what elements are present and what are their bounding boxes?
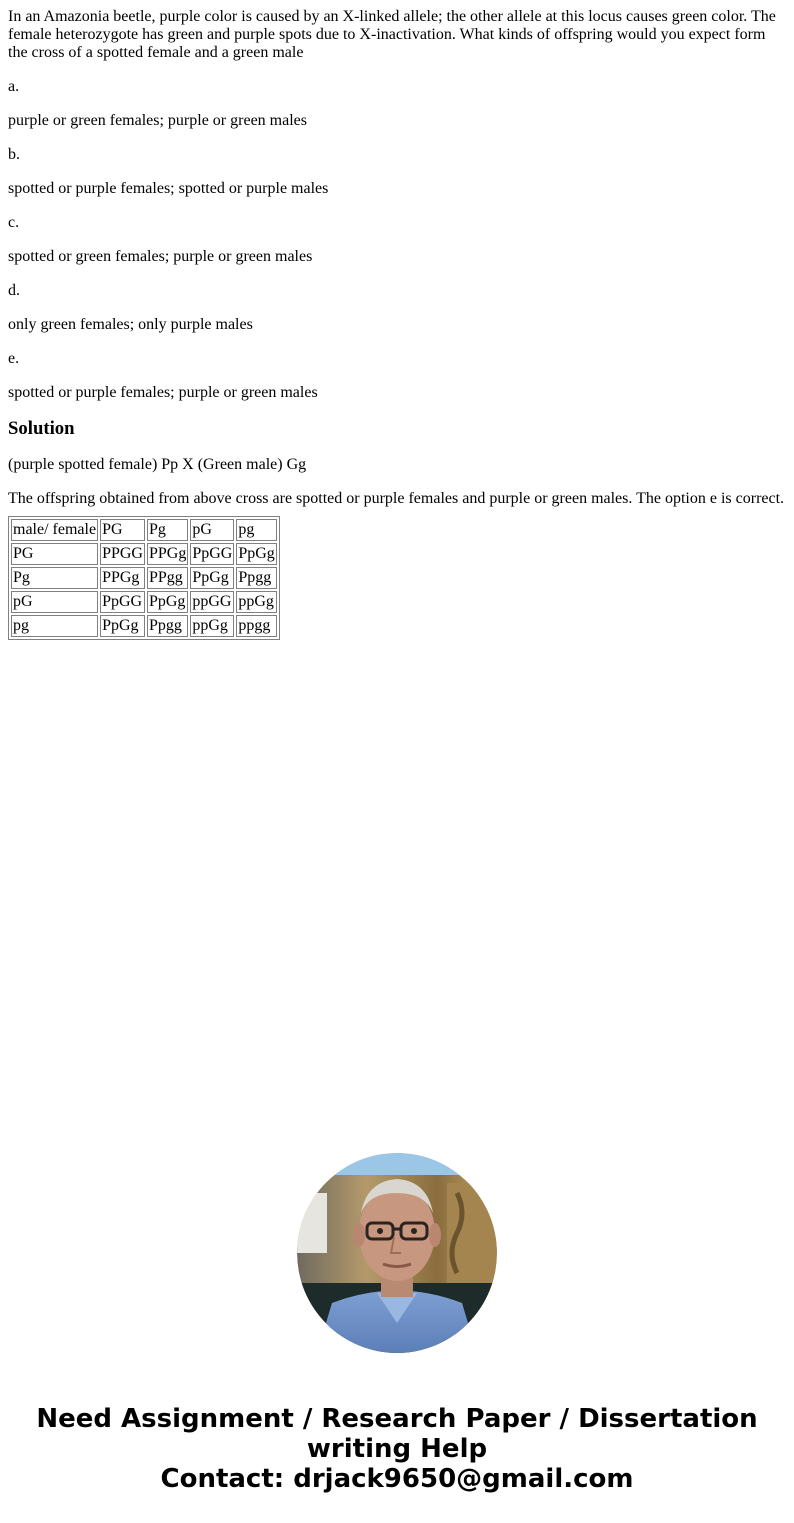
option-c-letter: c. bbox=[8, 214, 20, 231]
table-cell: PG bbox=[11, 543, 98, 565]
table-cell: Ppgg bbox=[147, 615, 188, 637]
table-cell: male/ female bbox=[11, 519, 98, 541]
table-cell: pg bbox=[236, 519, 276, 541]
table-cell: PpGG bbox=[100, 591, 145, 613]
option-b-letter: b. bbox=[8, 146, 20, 163]
table-cell: PPgg bbox=[147, 567, 188, 589]
option-a-text: purple or green females; purple or green males bbox=[8, 112, 307, 129]
table-cell: PpGg bbox=[236, 543, 276, 565]
table-cell: PpGg bbox=[147, 591, 188, 613]
promo-line-1: Need Assignment / Research Paper / Dissertation bbox=[36, 1404, 758, 1434]
table-cell: PpGg bbox=[100, 615, 145, 637]
option-d-letter: d. bbox=[8, 282, 20, 299]
promo-contact: Contact: drjack9650@gmail.com bbox=[160, 1464, 634, 1494]
table-cell: PG bbox=[100, 519, 145, 541]
option-a-letter: a. bbox=[8, 78, 20, 95]
author-portrait-image bbox=[297, 1153, 497, 1353]
table-cell: Pg bbox=[147, 519, 188, 541]
table-cell: pG bbox=[190, 519, 234, 541]
option-c-text: spotted or green females; purple or green males bbox=[8, 248, 313, 265]
table-cell: pg bbox=[11, 615, 98, 637]
solution-cross: (purple spotted female) Pp X (Green male) Gg bbox=[8, 456, 307, 473]
punnett-square-table bbox=[8, 516, 280, 640]
table-cell: PPGg bbox=[147, 543, 188, 565]
solution-explanation: The offspring obtained from above cross are spotted or purple females and purple or green males. The option e is correct. bbox=[8, 490, 785, 507]
table-cell: PpGg bbox=[190, 567, 234, 589]
table-row bbox=[11, 543, 277, 565]
table-row bbox=[11, 615, 277, 637]
table-row bbox=[11, 591, 277, 613]
table-header-row bbox=[11, 519, 277, 541]
document-body bbox=[8, 8, 786, 640]
table-cell: PpGG bbox=[190, 543, 234, 565]
promo-line-2: writing Help bbox=[306, 1434, 488, 1464]
table-cell: PPGG bbox=[100, 543, 145, 565]
option-e-text: spotted or purple females; purple or green males bbox=[8, 384, 318, 401]
option-e-letter: e. bbox=[8, 350, 20, 367]
table-cell: Pg bbox=[11, 567, 98, 589]
table-cell: PPGg bbox=[100, 567, 145, 589]
table-cell: ppGg bbox=[236, 591, 276, 613]
option-d-text: only green females; only purple males bbox=[8, 316, 253, 333]
option-b-text: spotted or purple females; spotted or purple males bbox=[8, 180, 329, 197]
solution-heading: Solution bbox=[8, 418, 75, 439]
question-text: In an Amazonia beetle, purple color is caused by an X-linked allele; the other allele at this locus causes green color. The female heterozygote has green and purple spots due to X-inactivation. What kinds of offspring would you expect form the cross of a spotted female and a green male bbox=[8, 8, 776, 61]
table-row bbox=[11, 567, 277, 589]
author-avatar bbox=[297, 1153, 497, 1353]
table-cell: ppGG bbox=[190, 591, 234, 613]
table-cell: Ppgg bbox=[236, 567, 276, 589]
table-cell: pG bbox=[11, 591, 98, 613]
promo-banner bbox=[0, 1404, 794, 1494]
table-cell: ppgg bbox=[236, 615, 276, 637]
table-cell: ppGg bbox=[190, 615, 234, 637]
